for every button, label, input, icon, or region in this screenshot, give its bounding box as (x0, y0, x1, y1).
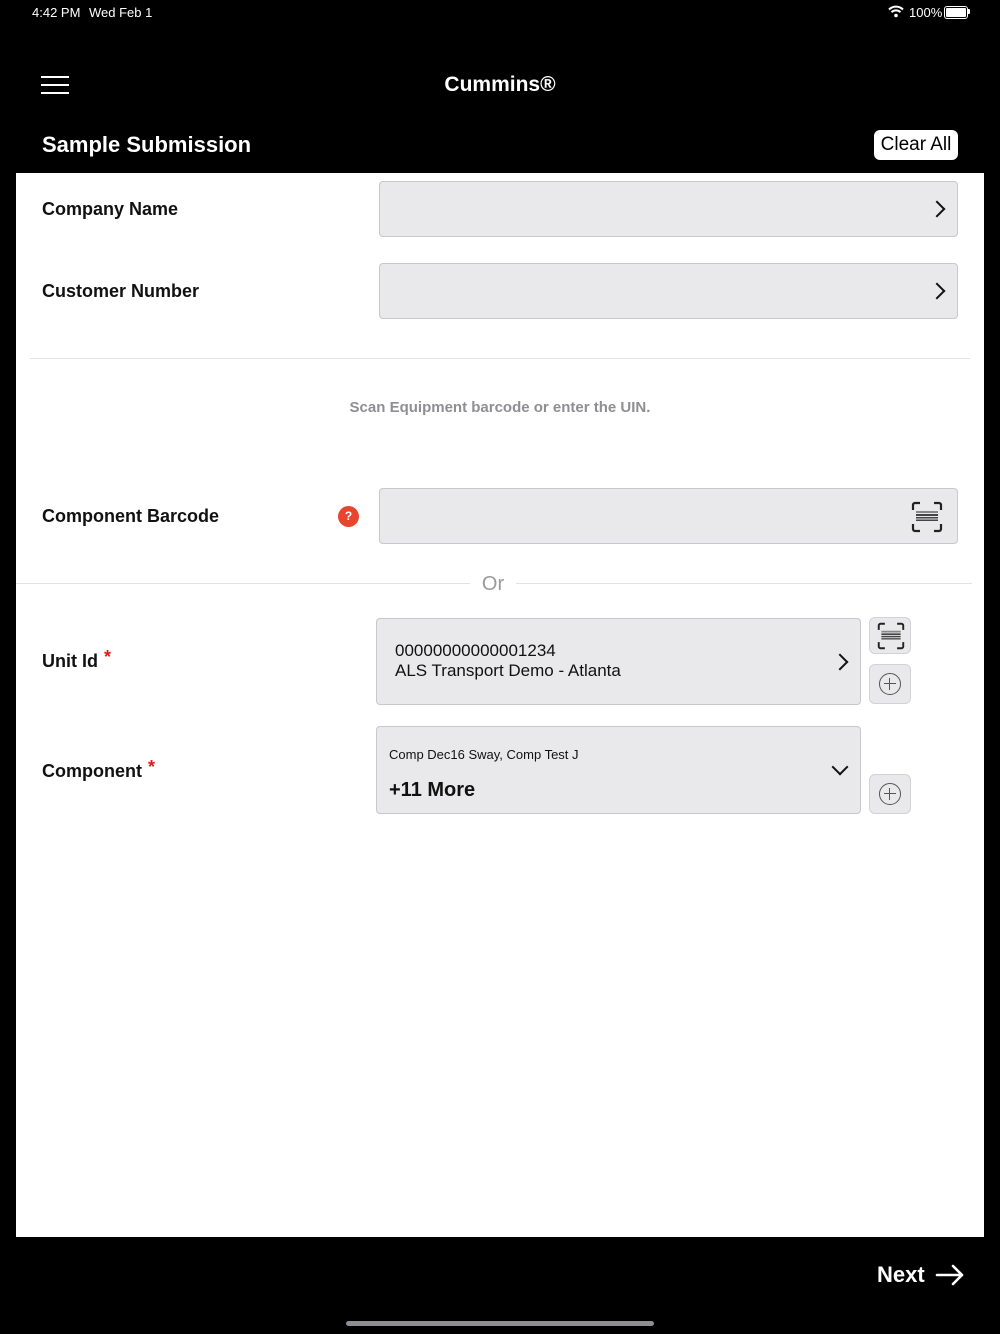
add-unit-button[interactable] (869, 664, 911, 704)
chevron-down-icon (832, 759, 849, 776)
add-icon (879, 783, 901, 805)
add-component-button[interactable] (869, 774, 911, 814)
clear-all-button[interactable]: Clear All (874, 130, 958, 160)
form-panel (16, 173, 984, 1237)
unit-id-label (42, 647, 112, 672)
component-select[interactable] (376, 726, 861, 814)
home-indicator (346, 1321, 654, 1326)
app-title: Cummins® (444, 73, 556, 96)
unit-scan-button[interactable] (869, 617, 911, 654)
component-more: +11 More (389, 779, 476, 801)
component-barcode-label: Component Barcode (42, 506, 220, 526)
required-marker: * (147, 757, 155, 777)
page-title: Sample Submission (42, 132, 252, 157)
or-text: Or (470, 573, 516, 596)
customer-number-label: Customer Number (42, 281, 200, 301)
battery-tip (968, 9, 970, 14)
wifi-icon (888, 5, 904, 18)
arrow-right-icon[interactable] (935, 1264, 965, 1286)
customer-number-field[interactable] (379, 263, 958, 319)
unit-id-number: 00000000000001234 (395, 641, 556, 660)
chevron-right-icon (832, 653, 849, 670)
company-name-field[interactable] (379, 181, 958, 237)
add-icon (879, 673, 901, 695)
required-marker: * (104, 647, 112, 667)
status-bar (0, 0, 1000, 24)
unit-id-field[interactable] (376, 618, 861, 705)
unit-id-label-text: Unit Id (42, 651, 98, 671)
chevron-right-icon (929, 283, 946, 300)
barcode-scan-icon (877, 622, 905, 650)
chevron-right-icon (929, 201, 946, 218)
section-divider (30, 358, 970, 359)
component-barcode-field[interactable] (379, 488, 958, 544)
status-time: 4:42 PM (32, 5, 81, 20)
battery-percent: 100% (909, 5, 943, 20)
component-label-text: Component (42, 761, 142, 781)
unit-id-name: ALS Transport Demo - Atlanta (395, 661, 621, 680)
barcode-scan-icon[interactable] (911, 501, 943, 533)
component-label (42, 757, 155, 782)
help-icon[interactable]: ? (338, 506, 359, 527)
next-button[interactable]: Next (877, 1262, 925, 1287)
status-date: Wed Feb 1 (89, 5, 153, 20)
company-name-label: Company Name (42, 199, 179, 219)
battery-icon (944, 6, 968, 19)
scan-hint: Scan Equipment barcode or enter the UIN. (349, 399, 651, 416)
component-selected: Comp Dec16 Sway, Comp Test J (389, 747, 579, 762)
